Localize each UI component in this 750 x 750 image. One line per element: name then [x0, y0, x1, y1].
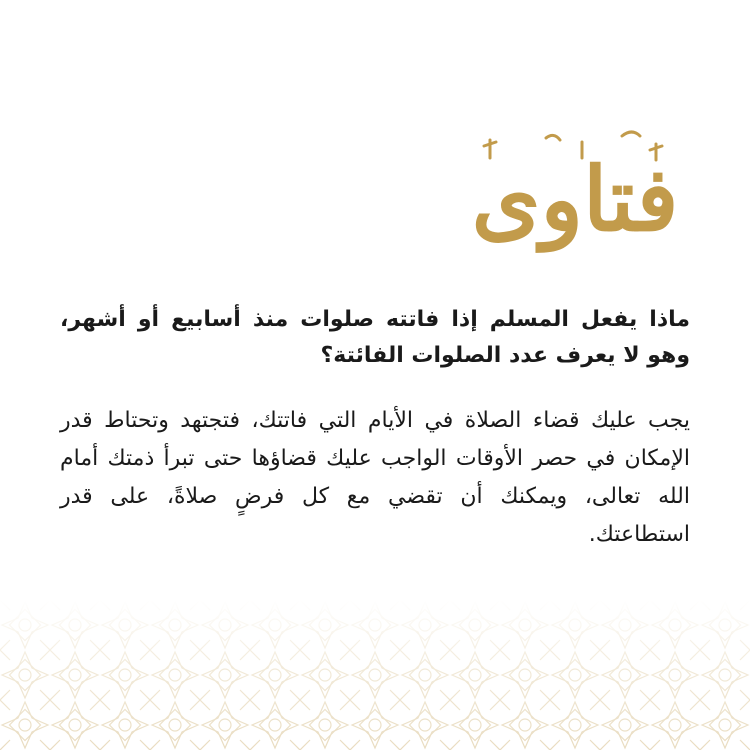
pattern-fade — [0, 600, 750, 750]
fatawa-calligraphy-logo — [450, 118, 700, 258]
islamic-pattern-footer — [0, 600, 750, 750]
question-text: ماذا يفعل المسلم إذا فاتته صلوات منذ أسابيع أو أشهر، وهو لا يعرف عدد الصلوات الفائتة؟ — [60, 307, 690, 368]
logo-text: فتاوى — [471, 147, 679, 251]
answer-text: يجب عليك قضاء الصلاة في الأيام التي فاتتك، فتجتهد وتحتاط قدر الإمكان في حصر الأوقات الواجب عليك قضاؤها حتى تبرأ ذمتك أمام الله تعالى، ويمكنك أن تقضي مع كل فرضٍ صلاةً، على قدر استطاعتك. — [60, 408, 690, 547]
